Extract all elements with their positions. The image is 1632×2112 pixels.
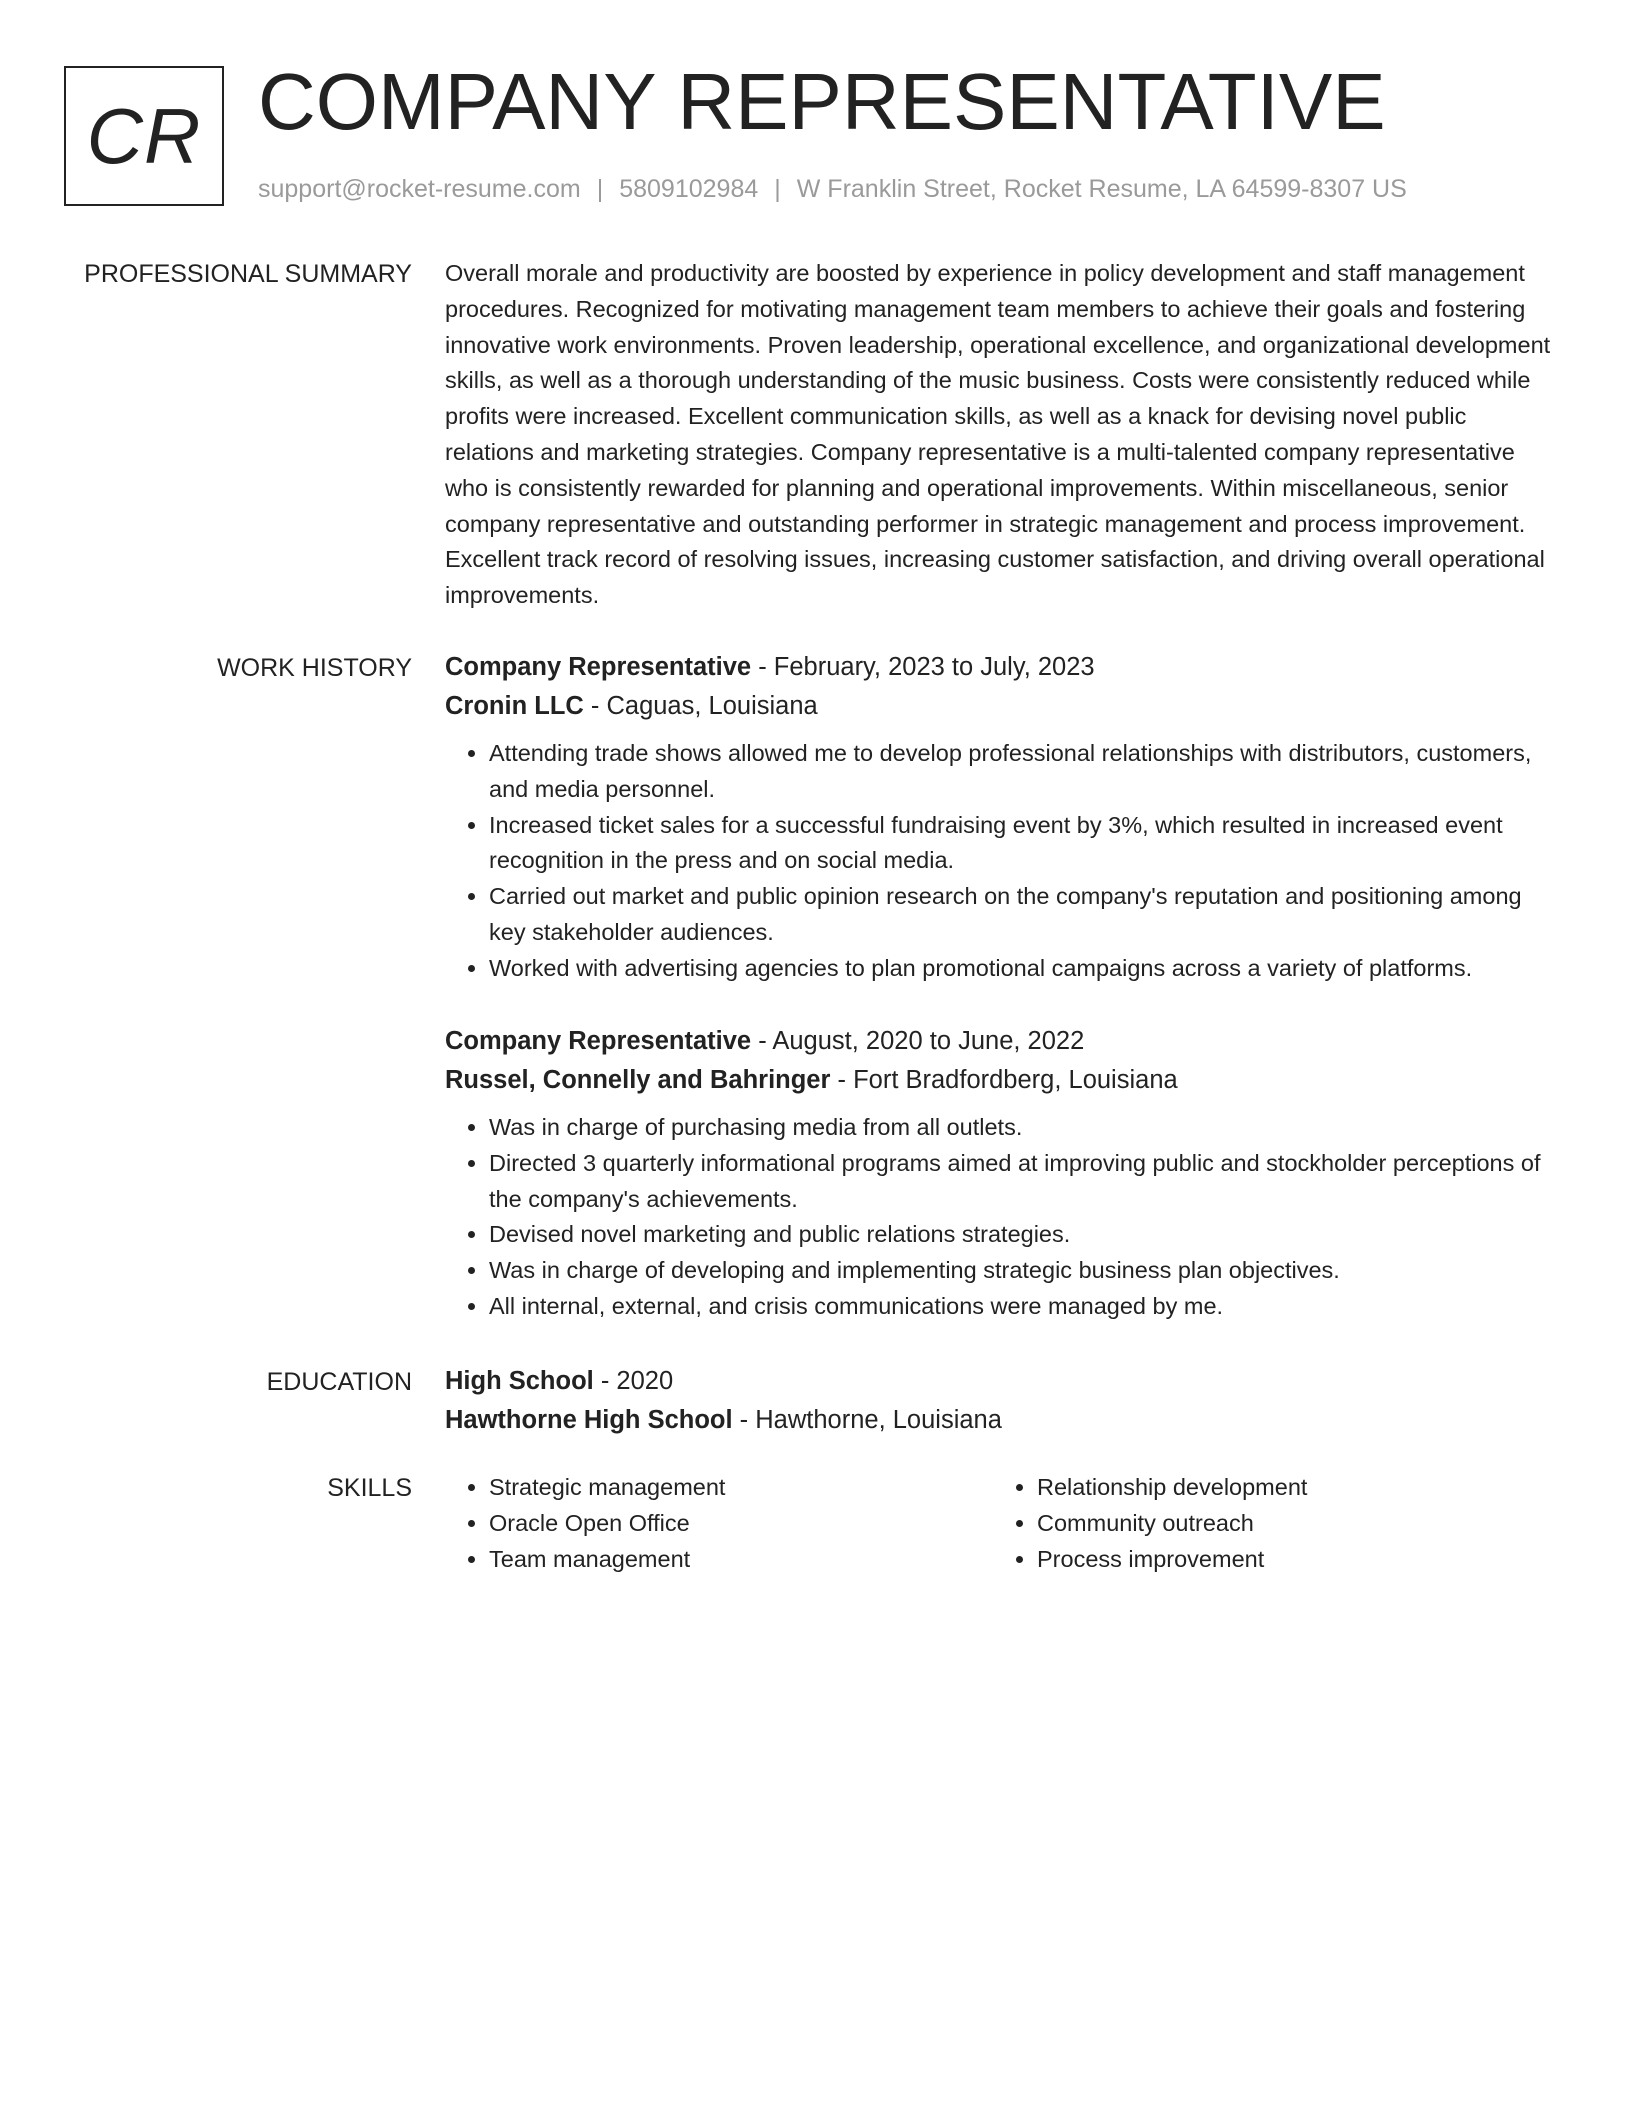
skills-list-right [993, 1470, 1541, 1577]
list-item: • All internal, external, and crisis communications were managed by me. [489, 1289, 1560, 1325]
job-company-line [445, 687, 1560, 726]
job-company: Russel, Connelly and Bahringer [445, 1066, 831, 1094]
section-label-skills: SKILLS [327, 1474, 412, 1502]
skill-item: • Oracle Open Office [489, 1506, 993, 1542]
skill-item: • Process improvement [1037, 1542, 1541, 1578]
job-company-line [445, 1061, 1560, 1100]
education-location: - Hawthorne, Louisiana [732, 1406, 1002, 1434]
skills-list-left [445, 1470, 993, 1577]
job-entry [445, 1022, 1560, 1325]
job-location: - Caguas, Louisiana [583, 692, 818, 720]
skill-item: • Strategic management [489, 1470, 993, 1506]
job-title-line [445, 1022, 1560, 1061]
contact-separator: | [774, 175, 781, 203]
skills-section [445, 1470, 1560, 1577]
job-title-line [445, 648, 1560, 687]
list-item: • Worked with advertising agencies to plan promotional campaigns across a variety of platforms. [489, 951, 1560, 987]
section-label-summary: PROFESSIONAL SUMMARY [84, 260, 412, 288]
skill-item: • Relationship development [1037, 1470, 1541, 1506]
contact-address: W Franklin Street, Rocket Resume, LA 64599-8307 US [796, 175, 1407, 203]
education-school: Hawthorne High School [445, 1406, 733, 1434]
list-item: • Directed 3 quarterly informational programs aimed at improving public and stockholder perceptions of the company's achievements. [489, 1146, 1560, 1218]
list-item: • Was in charge of purchasing media from all outlets. [489, 1110, 1560, 1146]
contact-line [258, 172, 1407, 206]
monogram-logo: CR [64, 66, 224, 206]
education-year: - 2020 [593, 1367, 674, 1395]
list-item: • Increased ticket sales for a successful fundraising event by 3%, which resulted in increased event recognition in the press and on social media. [489, 808, 1560, 880]
job-bullets [445, 736, 1560, 987]
contact-email: support@rocket-resume.com [258, 175, 581, 203]
job-title: Company Representative [445, 1027, 752, 1055]
job-company: Cronin LLC [445, 692, 584, 720]
section-label-work-history: WORK HISTORY [217, 654, 412, 682]
education-degree-line [445, 1362, 1560, 1401]
education-entry [445, 1362, 1560, 1440]
page-title: COMPANY REPRESENTATIVE [258, 57, 1386, 146]
section-label-education: EDUCATION [266, 1368, 412, 1396]
list-item: • Devised novel marketing and public relations strategies. [489, 1217, 1560, 1253]
skill-item: • Team management [489, 1542, 993, 1578]
contact-phone: 5809102984 [619, 175, 759, 203]
list-item: • Attending trade shows allowed me to develop professional relationships with distributors, customers, and media personnel. [489, 736, 1560, 808]
summary-section [445, 256, 1560, 614]
job-dates: - February, 2023 to July, 2023 [751, 653, 1095, 681]
job-title: Company Representative [445, 653, 752, 681]
contact-separator: | [596, 175, 604, 203]
job-entry [445, 648, 1560, 987]
list-item: • Was in charge of developing and implementing strategic business plan objectives. [489, 1253, 1560, 1289]
list-item: • Carried out market and public opinion research on the company's reputation and positioning among key stakeholder audiences. [489, 879, 1560, 951]
skill-item: • Community outreach [1037, 1506, 1541, 1542]
job-bullets [445, 1110, 1560, 1325]
education-school-line [445, 1401, 1560, 1440]
job-dates: - August, 2020 to June, 2022 [751, 1027, 1085, 1055]
education-degree: High School [445, 1367, 594, 1395]
summary-text: Overall morale and productivity are boosted by experience in policy development and staff management procedures. Recognized for motivating management team members to achieve their goals and fostering innovative work environments. Proven leadership, operational excellence, and organizational development skills, as well as a thorough understanding of the music business. Costs were consistently reduced while profits were increased. Excellent communication skills, as well as a knack for devising novel public relations and marketing strategies. Company representative is a multi-talented company representative who is consistently rewarded for planning and operational improvements. Within miscellaneous, senior company representative and outstanding performer in strategic management and process improvement. Excellent track record of resolving issues, increasing customer satisfaction, and driving overall operational improvements. [445, 260, 1551, 609]
job-location: - Fort Bradfordberg, Louisiana [830, 1066, 1178, 1094]
